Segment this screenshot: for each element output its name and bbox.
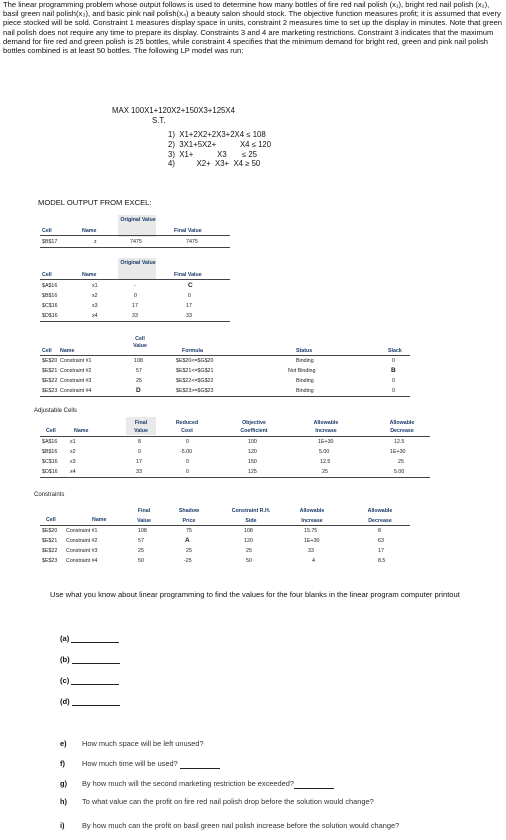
t4-final: 0 [138,449,141,455]
t4-cell: $D$16 [42,469,58,475]
t3-slack: 0 [392,358,395,364]
t4-final: 33 [136,469,142,475]
t2-cell: $D$16 [42,313,58,319]
t3-formula: $E$22<=$G$22 [176,378,214,384]
t4-name: x4 [70,469,76,475]
question-text: How much space will be left unused? [82,739,204,748]
t5-shadow-blank: A [185,537,190,544]
excel-output [34,214,474,564]
t3-name: Constraint #4 [60,388,92,394]
t5-shadow: -25 [184,558,192,564]
question-number: f) [60,759,65,768]
t5-increase: 1E+30 [304,538,320,544]
divider [40,525,410,526]
question-prompt: Use what you know about linear programming to find the values for the four blanks in the linear program computer printout [50,590,460,599]
t3-cell: $E$23 [42,388,58,394]
t4-cell: $A$16 [42,439,58,445]
t3-name: Constraint #1 [60,358,92,364]
divider [40,279,230,280]
t3-status: Binding [296,378,314,384]
question-number: e) [60,739,67,748]
t3-header-name: Name [60,348,75,354]
lp-model [112,106,235,125]
t4-objective: 125 [248,469,257,475]
t5-increase: 4 [312,558,315,564]
t5-header-rhs: Constraint R.H. Side [231,508,271,524]
t4-increase: 5.00 [319,449,330,455]
question-text: By how much can the profit on basil green nail polish increase before the solution would change? [82,821,400,830]
t1-header-cell: Cell [42,228,52,234]
constraints-title: Constraints [34,492,65,498]
t1-name: z [94,239,97,245]
t2-name: x4 [92,313,98,319]
t5-decrease: 17 [378,548,384,554]
t3-cell: $E$20 [42,358,58,364]
constraint-line: 2) 3X1+5X2+ X4 ≤ 120 [168,139,272,149]
blank-label: (a) [60,634,70,643]
t5-header-name: Name [92,517,107,523]
t5-decrease: 63 [378,538,384,544]
t4-name: x1 [70,439,76,445]
t4-decrease: 5.00 [394,469,405,475]
blank-a [60,634,119,643]
question-number: h) [60,797,67,806]
t2-original: 33 [132,313,138,319]
t2-original: 17 [132,303,138,309]
t5-rhs: 108 [244,528,253,534]
t5-increase: 15.75 [304,528,318,534]
t3-slack: 0 [392,388,395,394]
t1-header-final: Final Value [174,228,202,234]
t5-header-shadow: Shadow Price [178,508,200,524]
adjustable-cells-title: Adjustable Cells [34,408,78,414]
t3-cell: $E$22 [42,378,58,384]
t3-slack-blank: B [391,367,396,374]
t2-name: x3 [92,303,98,309]
t4-final: 17 [136,459,142,465]
t5-increase: 33 [308,548,314,554]
t3-value-blank: D [136,387,141,394]
t2-name: x2 [92,293,98,299]
t3-status: Binding [296,358,314,364]
answer-line[interactable] [294,781,334,789]
t2-cell: $B$16 [42,293,58,299]
t4-header-objective: Objective Coefficient [240,420,268,434]
t3-name: Constraint #3 [60,378,92,384]
t4-reduced: 0 [186,469,189,475]
t5-rhs: 120 [244,538,253,544]
problem-intro: The linear programming problem whose output follows is used to determine how many bottles of fire red nail polish (x₁), bright red nail polish (x₂), basil green nail polish(x₃), and basic pink nail polish(x₄) a beauty salon should stock. The objective function measures profit; it is assumed that every piece stocked will be sold. Constraint 1 measures display space in units, constraint 2 measures time to set up the display in minutes. Note that green nail polish does not require any time to prepare its display. Constraints 3 and 4 are marketing restrictions. Constraint 3 indicates that the maximum demand for fire red and green polish is 25 bottles, while constraint 4 specifies that the minimum demand for bright red, green and pink nail polish bottles combined is at least 50 bottles. The following LP model was run: [3,0,502,56]
t4-increase: 1E+30 [318,439,334,445]
blank-label: (d) [60,697,70,706]
t4-name: x2 [70,449,76,455]
t4-cell: $C$16 [42,459,58,465]
t5-name: Constraint #2 [66,538,98,544]
answer-line[interactable] [180,761,220,769]
t5-cell: $E$22 [42,548,58,554]
t4-objective: 120 [248,449,257,455]
t5-final: 25 [138,548,144,554]
t4-increase: 12.5 [320,459,331,465]
t4-name: x3 [70,459,76,465]
t5-name: Constraint #1 [66,528,98,534]
t3-header-cell: Cell [42,348,52,354]
t3-status: Not Binding [288,368,316,374]
t2-header-final: Final Value [174,272,202,278]
blank-d [60,697,120,706]
t4-reduced: -5.00 [180,449,193,455]
t5-header-cell: Cell [46,517,56,523]
t3-slack: 0 [392,378,395,384]
answer-line[interactable] [71,635,119,643]
t4-increase: 25 [322,469,328,475]
subject-to-label: S.T. [152,115,166,125]
t3-header-status: Status [296,348,313,354]
t5-cell: $E$23 [42,558,58,564]
t5-final: 108 [138,528,147,534]
t3-formula: $E$20<=$G$20 [176,358,214,364]
answer-line[interactable] [72,698,120,706]
t4-decrease: 12.5 [394,439,405,445]
answer-line[interactable] [71,677,119,685]
t3-value: 25 [136,378,142,384]
t5-shadow: 25 [186,548,192,554]
t2-final: 33 [186,313,192,319]
blank-label: (c) [60,676,70,685]
t2-cell: $C$16 [42,303,58,309]
t5-header-final: Final Value [137,508,151,524]
t1-final: 7475 [186,239,198,245]
divider [40,321,230,322]
t4-objective: 100 [248,439,257,445]
objective-function: MAX 100X1+120X2+150X3+125X4 [112,106,235,115]
t4-header-reduced: Reduced Cost [175,420,199,434]
blank-b [60,655,120,664]
divider [40,247,230,248]
t4-final: 8 [138,439,141,445]
t1-header-name: Name [82,228,97,234]
question-number: g) [60,779,67,788]
t5-header-decrease: Allowable Decrease [367,508,393,524]
t4-reduced: 0 [186,459,189,465]
question-text: To what value can the profit on fire red nail polish drop before the solution would change? [82,797,374,806]
t3-name: Constraint #2 [60,368,92,374]
t3-header-value: Cell Value [133,336,147,349]
t4-header-cell: Cell [46,428,56,434]
t3-value: 108 [134,358,143,364]
t2-cell: $A$16 [42,283,58,289]
t2-original: - [134,283,136,289]
t2-final: 0 [188,293,191,299]
t5-name: Constraint #3 [66,548,98,554]
t3-formula: $E$21<=$G$21 [176,368,214,374]
question-text: How much time will be used? [82,759,178,768]
t1-original: 7475 [130,239,142,245]
t2-header-name: Name [82,272,97,278]
blank-label: (b) [60,655,70,664]
t2-final: 17 [186,303,192,309]
t5-final: 57 [138,538,144,544]
t5-rhs: 50 [246,558,252,564]
t3-formula: $E$23>=$G$23 [176,388,214,394]
divider [40,355,410,356]
output-title: MODEL OUTPUT FROM EXCEL: [38,198,152,207]
t3-status: Binding [296,388,314,394]
t3-cell: $E$21 [42,368,58,374]
blank-c [60,676,119,685]
t5-final: 50 [138,558,144,564]
divider [40,477,430,478]
t5-cell: $E$20 [42,528,58,534]
t5-decrease: 8.5 [378,558,386,564]
question-number: i) [60,821,65,830]
t5-decrease: 8 [378,528,381,534]
t5-header-increase: Allowable Increase [299,508,325,524]
t2-header-cell: Cell [42,272,52,278]
question-text: By how much will the second marketing restriction be exceeded? [82,779,294,788]
t2-original: 0 [134,293,137,299]
divider [40,235,230,236]
t4-cell: $B$16 [42,449,58,455]
t2-name: x1 [92,283,98,289]
t2-header-original: Original Value [120,260,156,266]
constraint-line: 1) X1+2X2+2X3+2X4 ≤ 108 [168,130,266,139]
t4-header-decrease: Allowable Decrease [389,420,415,434]
t4-header-increase: Allowable Increase [313,420,339,434]
answer-line[interactable] [72,656,120,664]
t5-cell: $E$21 [42,538,58,544]
t5-name: Constraint #4 [66,558,98,564]
constraint-list [168,130,271,169]
t5-shadow: 75 [186,528,192,534]
t1-header-original: Original Value [120,217,156,223]
constraint-line: 4) X2+ X3+ X4 ≥ 50 [168,159,261,169]
divider [40,436,430,437]
t4-header-final: Final Value [134,420,148,434]
t4-decrease: 1E+30 [390,449,406,455]
t4-objective: 150 [248,459,257,465]
divider [40,396,410,397]
t1-cell: $B$17 [42,239,58,245]
t3-header-slack: Slack [388,348,402,354]
t3-header-formula: Formula [182,348,203,354]
t4-reduced: 0 [186,439,189,445]
t4-header-name: Name [74,428,89,434]
constraint-line: 3) X1+ X3 ≤ 25 [168,149,258,159]
t3-value: 57 [136,368,142,374]
t5-rhs: 25 [246,548,252,554]
t2-final-blank: C [188,282,193,289]
t4-decrease: 25 [398,459,404,465]
